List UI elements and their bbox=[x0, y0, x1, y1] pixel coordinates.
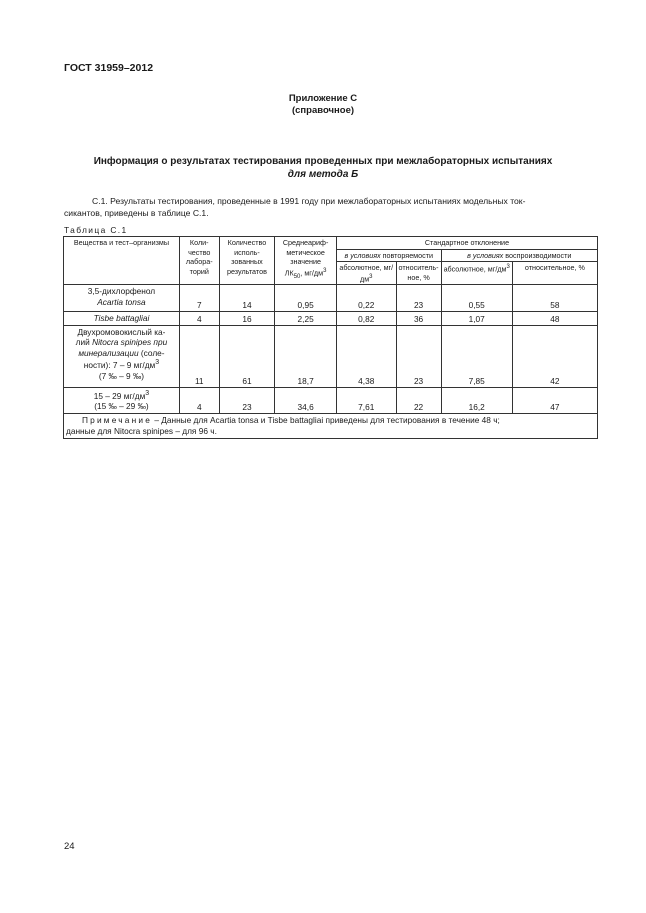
cell-rel-r: 36 bbox=[396, 312, 441, 326]
header-rel-r: относитель-ное, % bbox=[396, 262, 441, 285]
header-abs-r-text: абсолютное, мг/дм bbox=[339, 263, 394, 283]
cell-abs-R: 16,2 bbox=[441, 387, 512, 413]
header-reproducibility bbox=[441, 249, 597, 262]
salinity-permille: (7 ‰ – 9 ‰) bbox=[98, 370, 145, 381]
heading-line-1: Информация о результатах тестирования проведенных при межлабораторных испытаниях bbox=[93, 156, 553, 167]
note-label: Примечание bbox=[82, 414, 153, 425]
cell-mean: 18,7 bbox=[275, 325, 337, 387]
cell-abs-R: 0,55 bbox=[441, 285, 512, 312]
organism-text: Nitocra spinipes при bbox=[89, 337, 168, 348]
cell-abs-r: 7,61 bbox=[336, 387, 396, 413]
cell-rel-R: 48 bbox=[512, 312, 597, 326]
cell-rel-r: 22 bbox=[396, 387, 441, 413]
header-abs-r-sup: 3 bbox=[369, 273, 373, 280]
cell-abs-r: 4,38 bbox=[336, 325, 396, 387]
paragraph-line-2: сикантов, приведены в таблице С.1. bbox=[64, 208, 209, 218]
condition-text-2: (соле- bbox=[138, 347, 165, 358]
header-rel-R: относительное, % bbox=[512, 262, 597, 285]
cell-rel-r: 23 bbox=[396, 285, 441, 312]
header-abs-r bbox=[336, 262, 396, 285]
cell-labs: 4 bbox=[179, 387, 219, 413]
substance-line: Двухромовокислый ка- bbox=[77, 326, 166, 337]
substance-line bbox=[66, 358, 177, 370]
cell-results: 61 bbox=[219, 325, 275, 387]
header-std: Стандартное отклонение bbox=[336, 237, 597, 250]
header-results: Количество исполь-зованных результатов bbox=[219, 237, 275, 285]
appendix-title: Приложение С bbox=[288, 93, 358, 104]
row-substance bbox=[64, 325, 180, 387]
note-line-2: данные для Nitocra spinipes – для 96 ч. bbox=[66, 425, 217, 436]
header-labs: Коли-чество лабора-торий bbox=[179, 237, 219, 285]
header-repeatability bbox=[336, 249, 441, 262]
salinity-text: 15 – 29 мг/дм bbox=[93, 390, 146, 401]
paragraph-line-1: С.1. Результаты тестирования, проведенные в 1991 году при межлабораторных испытаниях модельных ток- bbox=[92, 196, 526, 206]
header-abs-R-sup: 3 bbox=[506, 264, 510, 270]
header-abs-R-text: абсолютное, мг/дм bbox=[443, 264, 507, 274]
salinity-sup: 3 bbox=[145, 389, 150, 397]
header-abs-R bbox=[441, 262, 512, 285]
table-header-row-1 bbox=[64, 237, 598, 250]
row-substance bbox=[64, 285, 180, 312]
substance-text: лий bbox=[75, 337, 90, 348]
header-repeat-rest: повторяемости bbox=[380, 250, 434, 260]
cell-results: 14 bbox=[219, 285, 275, 312]
table-row bbox=[64, 387, 598, 413]
table-row bbox=[64, 285, 598, 312]
header-repeat-italic: в условиях bbox=[344, 250, 381, 260]
substance-line bbox=[66, 348, 177, 359]
table-note bbox=[64, 413, 598, 438]
cell-labs: 11 bbox=[179, 325, 219, 387]
header-reprod-italic: в условиях bbox=[467, 250, 504, 260]
cell-abs-R: 1,07 bbox=[441, 312, 512, 326]
note-text: – Данные для Acartia tonsa и Tisbe battagliai приведены для тестирования в течение 48 ч; bbox=[152, 414, 500, 425]
table-caption: Таблица С.1 bbox=[64, 225, 128, 235]
cell-labs: 7 bbox=[179, 285, 219, 312]
organism-line: Acartia tonsa bbox=[97, 296, 146, 307]
header-mean-unit: ЛК bbox=[284, 267, 294, 277]
heading-line-2: для метода Б bbox=[287, 169, 359, 180]
salinity-permille: (15 ‰ – 29 ‰) bbox=[94, 401, 149, 412]
header-mean-sup: 3 bbox=[323, 267, 327, 274]
row-substance bbox=[64, 387, 180, 413]
cell-mean: 34,6 bbox=[275, 387, 337, 413]
header-mean bbox=[275, 237, 337, 285]
page-number: 24 bbox=[64, 841, 75, 852]
note-line-1 bbox=[66, 415, 595, 426]
cell-abs-r: 0,82 bbox=[336, 312, 396, 326]
cell-rel-r: 23 bbox=[396, 325, 441, 387]
table-row bbox=[64, 325, 598, 387]
substance-line bbox=[66, 389, 177, 401]
intro-paragraph bbox=[64, 195, 596, 219]
salinity-sup: 3 bbox=[155, 359, 160, 367]
row-substance: Tisbe battagliai bbox=[64, 312, 180, 326]
document-code: ГОСТ 31959–2012 bbox=[64, 62, 154, 74]
substance-line bbox=[66, 337, 177, 348]
header-mean-unit-2: , мг/дм bbox=[300, 267, 324, 277]
cell-rel-R: 42 bbox=[512, 325, 597, 387]
salinity-text: ности): 7 – 9 мг/дм bbox=[83, 360, 156, 371]
cell-labs: 4 bbox=[179, 312, 219, 326]
cell-mean: 2,25 bbox=[275, 312, 337, 326]
substance-line: 3,5-дихлорфенол bbox=[87, 286, 156, 297]
cell-mean: 0,95 bbox=[275, 285, 337, 312]
condition-text: минерализации bbox=[78, 347, 139, 358]
appendix-header bbox=[0, 93, 646, 117]
cell-rel-R: 58 bbox=[512, 285, 597, 312]
table-row bbox=[64, 312, 598, 326]
header-mean-sub: 50 bbox=[293, 273, 301, 280]
header-mean-text: Среднеариф-метическое значение bbox=[282, 238, 329, 266]
cell-abs-r: 0,22 bbox=[336, 285, 396, 312]
header-substance: Вещества и тест–организмы bbox=[64, 237, 180, 285]
cell-rel-R: 47 bbox=[512, 387, 597, 413]
section-heading bbox=[40, 155, 606, 181]
cell-results: 16 bbox=[219, 312, 275, 326]
cell-results: 23 bbox=[219, 387, 275, 413]
header-reprod-rest: воспроизводимости bbox=[503, 250, 572, 260]
cell-abs-R: 7,85 bbox=[441, 325, 512, 387]
appendix-type: (справочное) bbox=[291, 105, 355, 116]
table-note-row bbox=[64, 413, 598, 438]
results-table bbox=[63, 236, 598, 439]
